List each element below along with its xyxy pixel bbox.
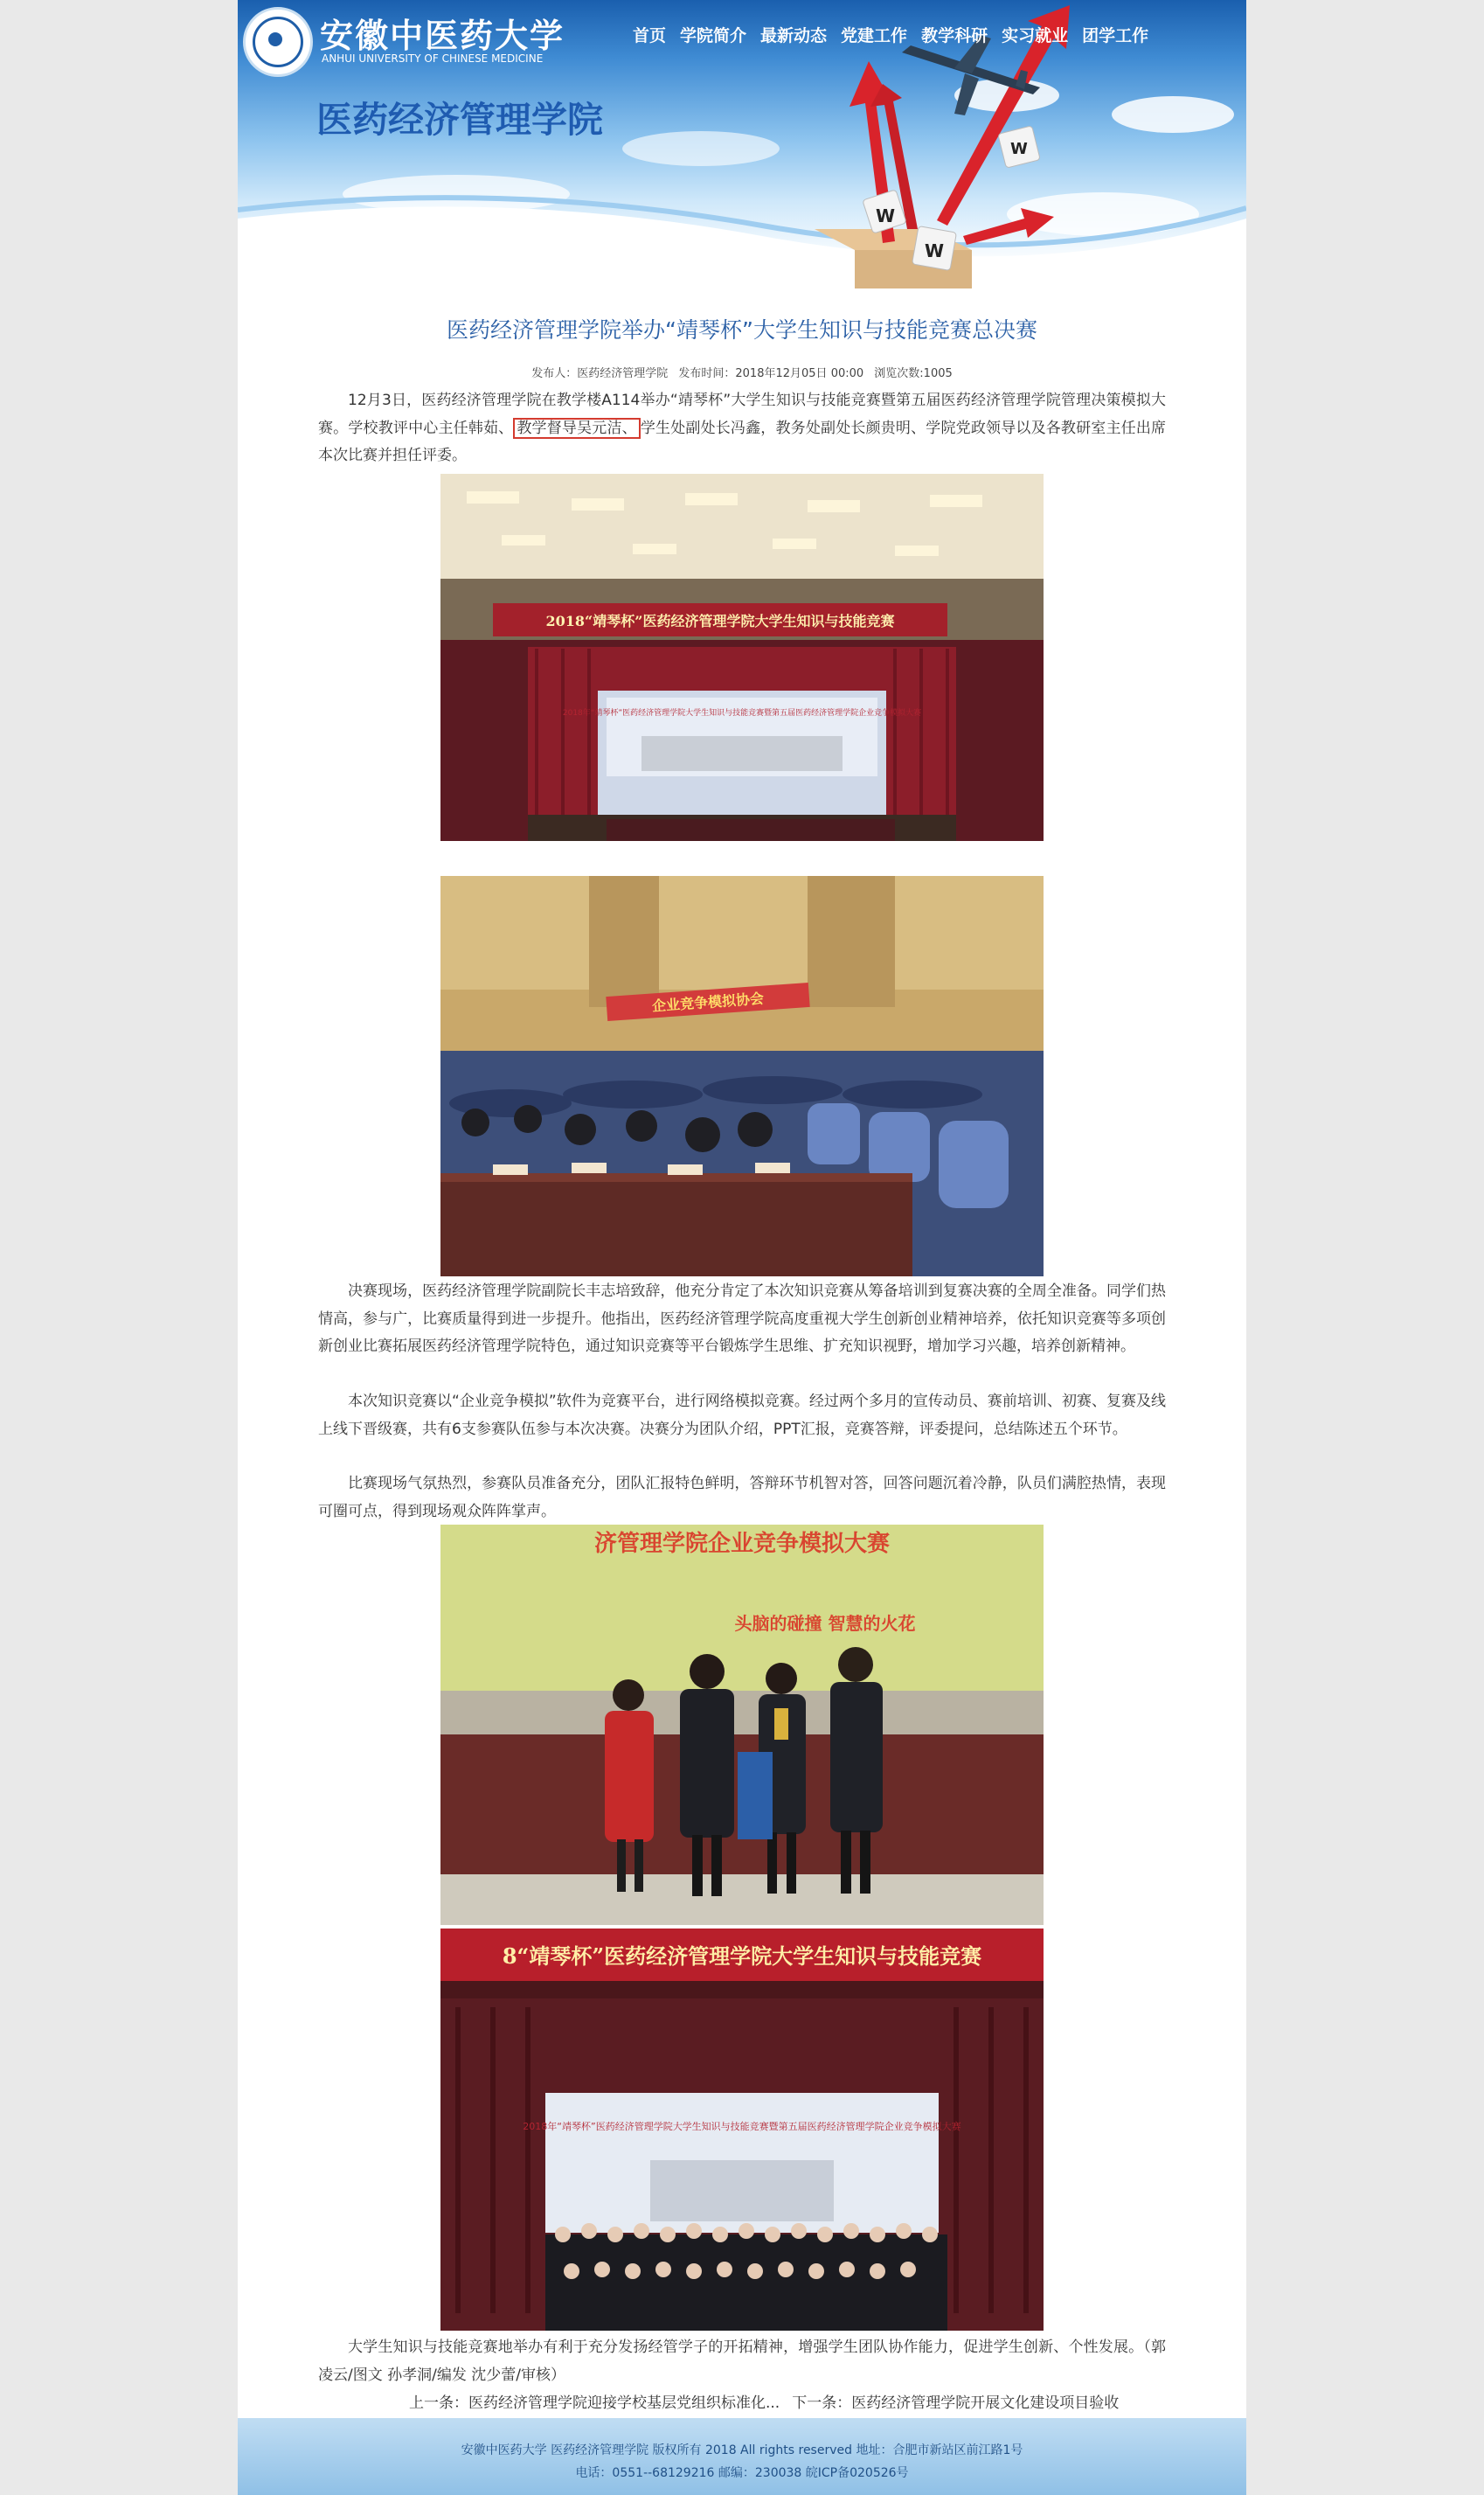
article-view-count: 浏览次数:1005: [874, 367, 953, 380]
svg-text:头脑的碰撞 智慧的火花: 头脑的碰撞 智慧的火花: [734, 1613, 916, 1634]
footer-contact: 电话：0551--68129216 邮编：230038 皖ICP备020526号: [575, 2466, 909, 2480]
main-nav: [633, 23, 1162, 54]
paragraph-text: 12月3日，医药经济管理学院在教学楼A114举办“靖琴杯”大学生知识与技能竞赛暨第五届医药经济管理学院管理决策模拟大赛。学校教评中心主任韩茹、: [318, 392, 1166, 437]
footer-copyright: 安徽中医药大学 医药经济管理学院 版权所有 2018 All rights reserved 地址：合肥市新站区前江路1号: [461, 2443, 1023, 2457]
svg-text:2018“靖琴杯”医药经济管理学院大学生知识与技能竞赛: 2018“靖琴杯”医药经济管理学院大学生知识与技能竞赛: [545, 613, 895, 629]
judges-table: [440, 1173, 912, 1276]
university-seal-icon: [243, 7, 313, 77]
photo-audience-scene: [440, 876, 1044, 1276]
article-photo: [440, 1525, 1044, 1925]
article-photo: [440, 474, 1044, 841]
college-title: 医药经济管理学院: [316, 99, 603, 141]
photo-group-scene: [440, 1929, 1044, 2331]
article-meta: [238, 364, 1246, 380]
header-banner: [238, 0, 1246, 288]
nav-item-about[interactable]: 学院简介: [680, 26, 747, 45]
svg-text:8“靖琴杯”医药经济管理学院大学生知识与技能竞赛: 8“靖琴杯”医药经济管理学院大学生知识与技能竞赛: [502, 1943, 982, 1969]
next-article-link[interactable]: 下一条：医药经济管理学院开展文化建设项目验收: [792, 2394, 1120, 2412]
university-logo[interactable]: [241, 7, 565, 73]
svg-text:企业竞争模拟协会: 企业竞争模拟协会: [651, 990, 765, 1015]
article-paragraph: 决赛现场，医药经济管理学院副院长丰志培致辞，他充分肯定了本次知识竞赛从筹备培训到复赛决赛的全周全准备。同学们热情高，参与广，比赛质量得到进一步提升。他指出，医药经济管理学院高度重视大学生创新创业精神培养，依托知识竞赛等多项创新创业比赛拓展医药经济管理学院特色，通过知识竞赛等平台锻炼学生思维、扩充知识视野，增加学习兴趣，培养创新精神。: [318, 1282, 1166, 1355]
photo-award-scene: [440, 1525, 1044, 1925]
article-paragraph: [318, 387, 1166, 470]
article-pagination: [409, 2390, 1131, 2412]
nav-item-home[interactable]: 首页: [633, 26, 667, 45]
university-name-cn: 安徽中医药大学: [320, 16, 565, 55]
article-title: 医药经济管理学院举办“靖琴杯”大学生知识与技能竞赛总决赛: [447, 317, 1037, 343]
footer: [238, 2418, 1246, 2495]
article-publisher: 发布人：医药经济管理学院: [531, 367, 669, 380]
article-paragraph: 大学生知识与技能竞赛地举办有利于充分发扬经管学子的开拓精神，增强学生团队协作能力，促进学生创新、个性发展。（郭凌云/图文 孙孝洞/编发 沈少蕾/审核）: [318, 2339, 1166, 2384]
photo-stage-scene: [440, 474, 1044, 841]
page: [238, 0, 1246, 2495]
nav-item-students[interactable]: 团学工作: [1082, 26, 1149, 45]
university-name-en: ANHUI UNIVERSITY OF CHINESE MEDICINE: [322, 52, 544, 65]
article-photo: [440, 1929, 1044, 2331]
trophy-icon: [774, 1708, 788, 1740]
cube-letter: W: [1010, 140, 1028, 158]
cube-letter: W: [925, 240, 945, 261]
svg-text:济管理学院企业竞争模拟大赛: 济管理学院企业竞争模拟大赛: [593, 1531, 891, 1557]
nav-item-employment[interactable]: 实习就业: [1002, 26, 1069, 45]
cube-letter: W: [876, 205, 896, 226]
nav-item-teaching[interactable]: 教学科研: [921, 26, 988, 45]
svg-text:2018年“靖琴杯”医药经济管理学院大学生知识与技能竞赛暨第: 2018年“靖琴杯”医药经济管理学院大学生知识与技能竞赛暨第五届医药经济管理学院企业竞争模拟大赛: [562, 709, 922, 718]
highlighted-text: 教学督导吴元洁、: [513, 418, 640, 439]
article-paragraph: 本次知识竞赛以“企业竞争模拟”软件为竞赛平台，进行网络模拟竞赛。经过两个多月的宣传动员、赛前培训、初赛、复赛及线上线下晋级赛，共有6支参赛队伍参与本次决赛。决赛分为团队介绍，PPT汇报，竞赛答辩，评委提问，总结陈述五个环节。: [318, 1393, 1166, 1438]
article-paragraph: 比赛现场气氛热烈，参赛队员准备充分，团队汇报特色鲜明，答辩环节机智对答，回答问题沉着冷静，队员们满腔热情，表现可圈可点，得到现场观众阵阵掌声。: [318, 1475, 1166, 1520]
article-photo: [440, 876, 1044, 1276]
arrow-icon: [963, 208, 1054, 245]
nav-item-news[interactable]: 最新动态: [760, 26, 828, 45]
paragraph-text: 学生处副处长冯鑫，教务处副处长颜贵明、学院党政领导以及各教研室主任出席本次比赛并担任评委。: [318, 419, 1167, 464]
article-publish-time: 发布时间：2018年12月05日 00:00: [678, 367, 864, 380]
prev-article-link[interactable]: 上一条：医药经济管理学院迎接学校基层党组织标准化...: [409, 2394, 780, 2412]
svg-text:2018年“靖琴杯”医药经济管理学院大学生知识与技能竞赛暨第: 2018年“靖琴杯”医药经济管理学院大学生知识与技能竞赛暨第五届医药经济管理学院企业竞争模拟大赛: [523, 2121, 961, 2132]
nav-item-party[interactable]: 党建工作: [841, 26, 908, 45]
